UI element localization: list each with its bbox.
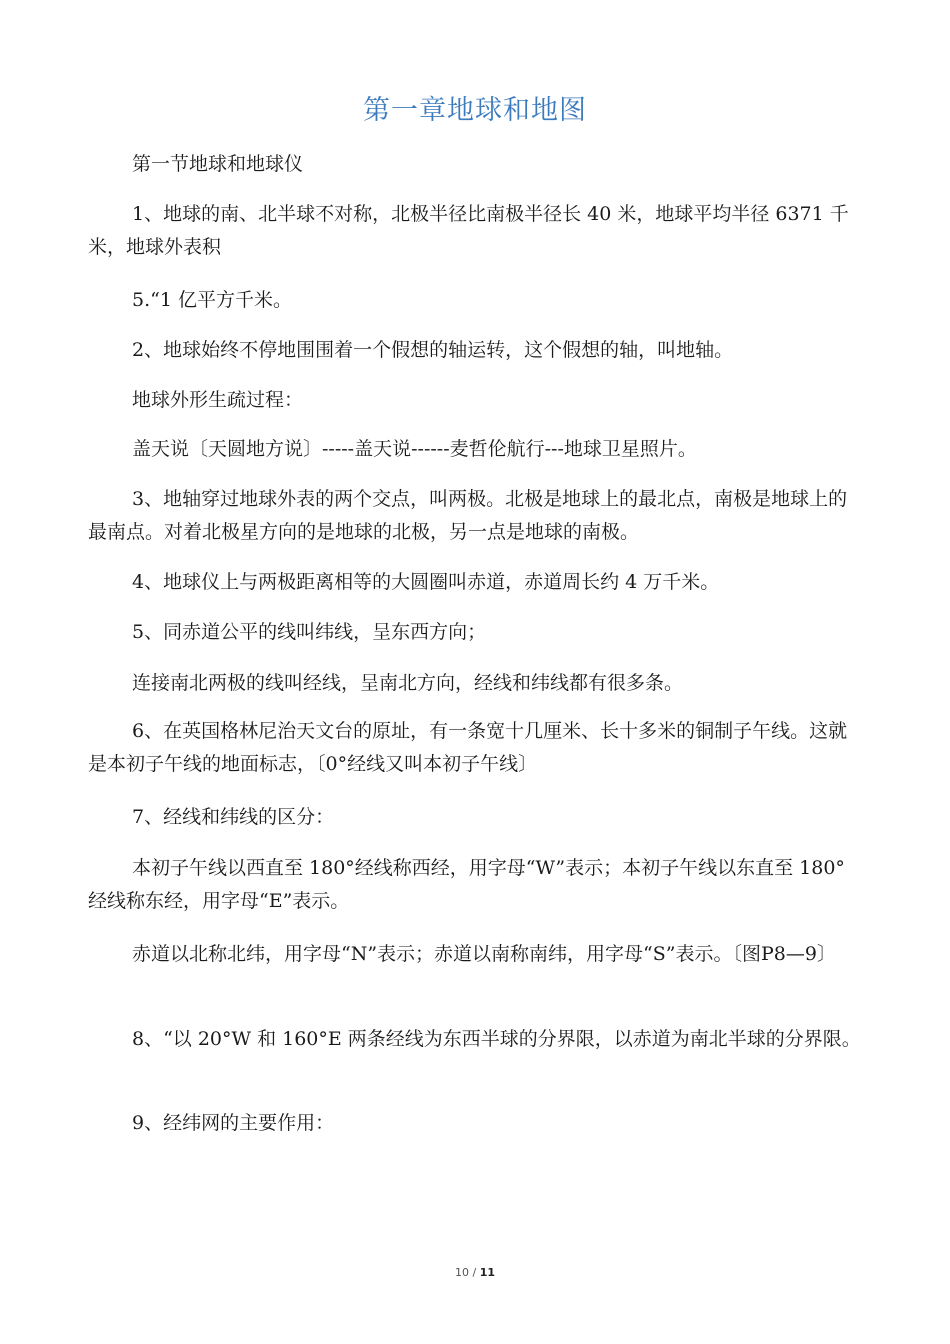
paragraph: 5.“1 亿平方千米。	[132, 289, 292, 311]
paragraph: 盖天说〔天圆地方说〕-----盖天说------麦哲伦航行---地球卫星照片。	[132, 438, 697, 460]
paragraph: 6、在英国格林尼治天文台的原址，有一条宽十几厘米、长十多米的铜制子午线。这就是本初子午线的地面标志，〔0°经线又叫本初子午线〕	[88, 720, 848, 775]
chapter-title: 第一章地球和地图	[363, 95, 587, 126]
paragraph: 7、经线和纬线的区分：	[132, 806, 335, 828]
paragraph: 2、地球始终不停地围围着一个假想的轴运转，这个假想的轴，叫地轴。	[132, 339, 734, 361]
paragraph: 1、地球的南、北半球不对称，北极半径比南极半径长 40 米，地球平均半径 6371 千米，地球外表积	[88, 203, 849, 258]
paragraph: 4、地球仪上与两极距离相等的大圆圈叫赤道，赤道周长约 4 万千米。	[132, 571, 720, 593]
current-page: 10	[454, 1266, 469, 1279]
paragraph: 5、同赤道公平的线叫纬线，呈东西方向；	[132, 621, 487, 643]
page-separator: /	[472, 1266, 477, 1279]
paragraph: 连接南北两极的线叫经线，呈南北方向，经线和纬线都有很多条。	[132, 672, 684, 694]
paragraph: 第一节地球和地球仪	[132, 153, 304, 175]
page-number	[0, 1266, 950, 1279]
paragraph: 9、经纬网的主要作用：	[132, 1112, 335, 1134]
paragraph: 3、地轴穿过地球外表的两个交点，叫两极。北极是地球上的最北点，南极是地球上的最南点。对着北极星方向的是地球的北极，另一点是地球的南极。	[88, 488, 848, 543]
paragraph: 赤道以北称北纬，用字母“N”表示；赤道以南称南纬，用字母“S”表示。〔图P8—9〕	[132, 943, 836, 965]
paragraph: 8、“以 20°W 和 160°E 两条经线为东西半球的分界限，以赤道为南北半球的分界限。	[132, 1028, 861, 1050]
paragraph: 本初子午线以西直至 180°经线称西经，用字母“W”表示；本初子午线以东直至 180°经线称东经，用字母“E”表示。	[88, 857, 845, 912]
paragraph: 地球外形生疏过程：	[132, 389, 304, 411]
total-pages: 11	[479, 1266, 496, 1279]
